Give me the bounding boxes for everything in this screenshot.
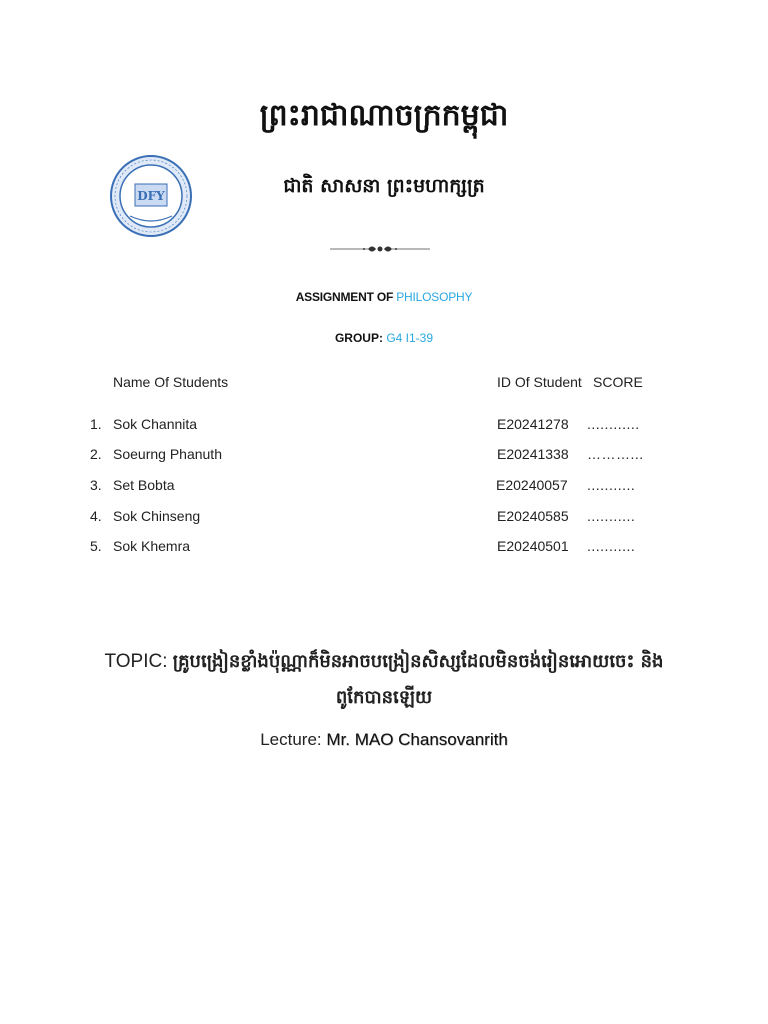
lecture-line [0,730,768,750]
student-id: E20240057 [496,477,568,493]
group-value: G4 I1-39 [386,331,434,345]
header-score: SCORE [593,374,643,390]
topic-label: TOPIC: [104,651,173,672]
student-name: Soeurng Phanuth [113,446,222,462]
kingdom-title: ព្រះរាជាណាចក្រកម្ពុជា [259,98,509,133]
row-number: 2. [90,446,102,462]
student-score: ………... [587,446,644,462]
assignment-prefix: ASSIGNMENT OF [295,290,397,304]
topic-line-1 [0,644,768,680]
row-number: 4. [90,508,102,524]
student-id: E20241338 [497,446,569,462]
row-number: 3. [90,477,102,493]
student-name: Sok Khemra [113,538,191,554]
student-name: Set Bobta [113,477,175,493]
topic-text-line2: ពូកែបានឡើយ [335,687,433,708]
student-id: E20240585 [497,508,569,524]
row-number: 5. [90,538,102,554]
student-score: ............ [587,416,640,432]
student-id: E20240501 [497,538,569,554]
student-score: ........... [587,508,636,524]
student-score: ........... [587,538,636,554]
topic-text-line1: គ្រូបង្រៀនខ្លាំងប៉ុណ្ណាក៏មិនអាចបង្រៀនសិស្សដែលមិនចង់រៀនអោយចេះ និង [172,651,664,672]
header-id: ID Of Student [497,374,582,390]
ornament-divider-icon [328,242,432,256]
group-prefix: GROUP: [334,331,387,345]
student-score: ........... [587,477,636,493]
student-id: E20241278 [497,416,569,432]
lecturer-name: Mr. MAO Chansovanrith [326,730,508,749]
logo-text: DFY [137,189,165,203]
national-motto: ជាតិ សាសនា ព្រះមហាក្សត្រ [283,175,485,197]
assignment-title [0,290,768,304]
group-line [0,331,768,345]
assignment-subject: PHILOSOPHY [396,290,473,304]
topic-block [0,644,768,716]
student-name: Sok Channita [113,416,198,432]
row-number: 1. [90,416,102,432]
lecture-label: Lecture: [260,730,327,749]
student-name: Sok Chinseng [113,508,201,524]
header-name: Name Of Students [113,374,229,390]
